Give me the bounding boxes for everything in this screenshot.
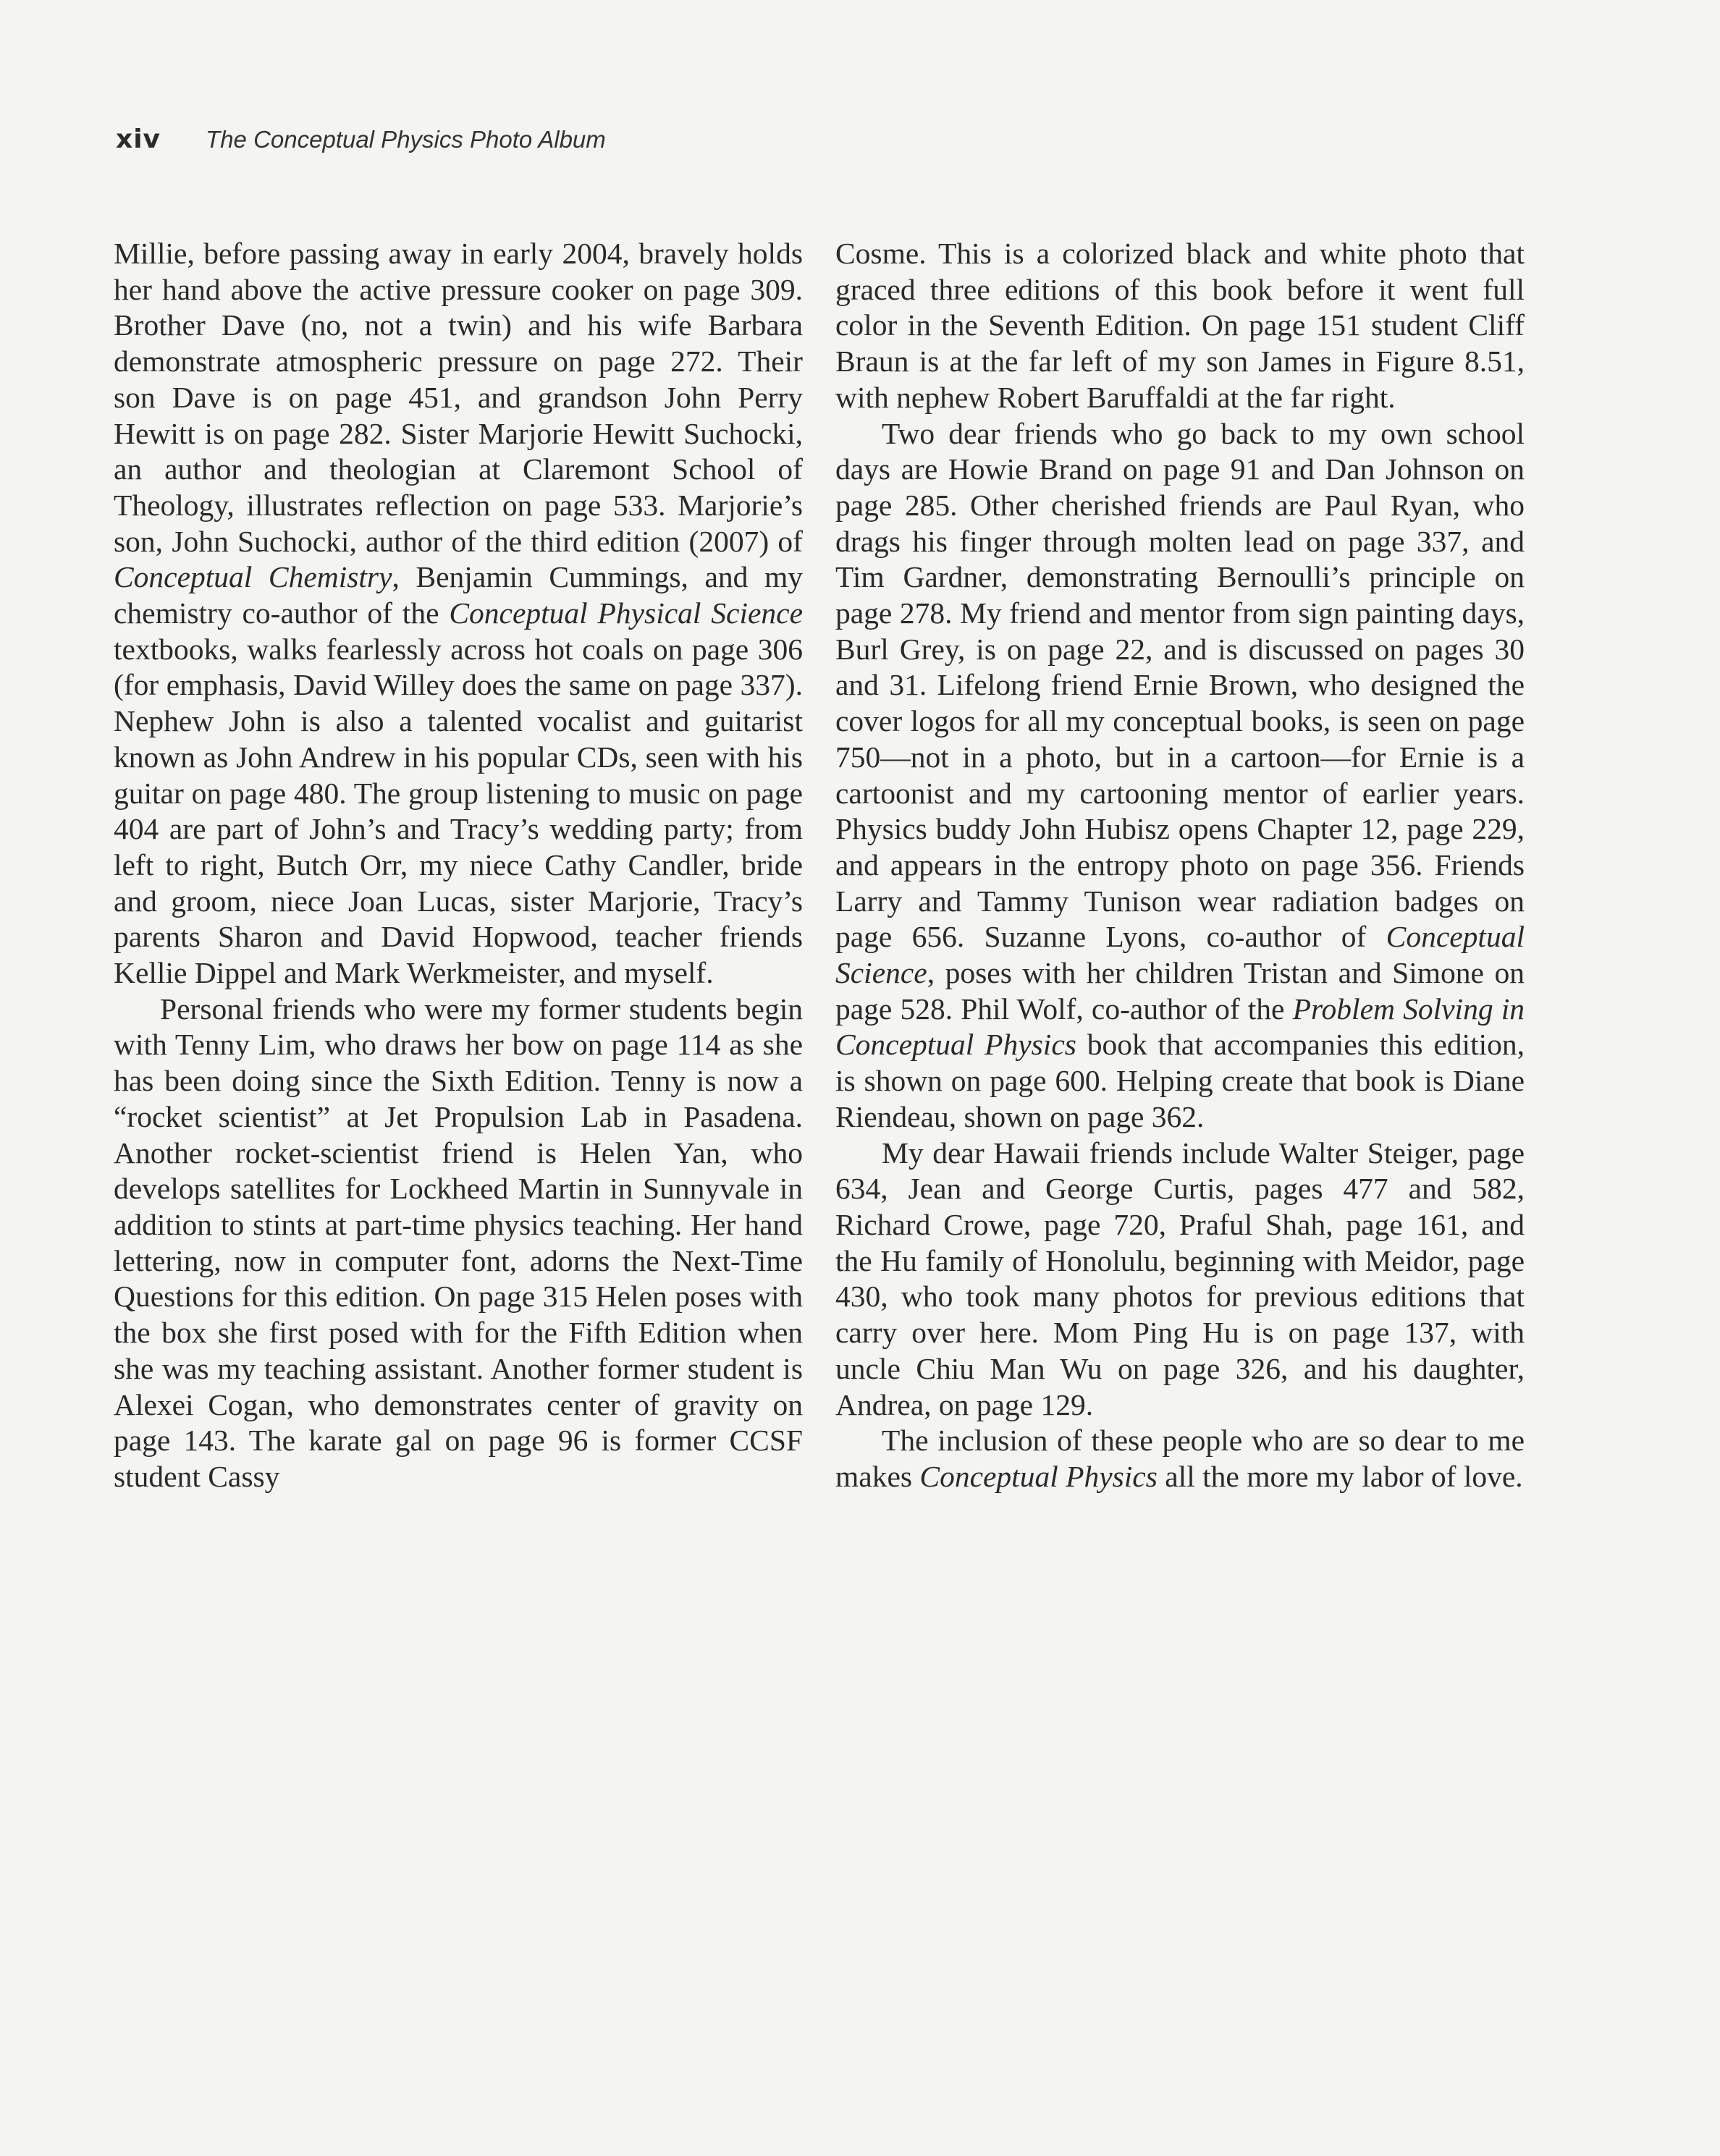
book-title-italic: Conceptual Physical Science: [449, 596, 803, 630]
right-column: [835, 236, 1525, 1495]
book-title-italic: Conceptual Chemistry: [114, 560, 392, 594]
running-head: [116, 124, 1520, 168]
paragraph: [835, 416, 1525, 1136]
paragraph: Personal friends who were my former students begin with Tenny Lim, who draws her bow on page 114 as she has been doing since the Sixth Edition. Tenny is now a “rocket scientist” at Jet Propulsion Lab in Pasadena. Another rocket-scientist friend is Helen Yan, who develops satellites for Lockheed Martin in Sunnyvale in addition to stints at part-time physics teaching. Her hand lettering, now in computer font, adorns the Next-Time Questions for this edition. On page 315 Helen poses with the box she first posed with for the Fifth Edition when she was my teaching assistant. Another former student is Alexei Cogan, who demonstrates center of gravity on page 143. The karate gal on page 96 is former CCSF student Cassy: [114, 992, 803, 1493]
paragraph: Cosme. This is a colorized black and white photo that graced three editions of this book before it went full color in the Seventh Edition. On page 151 student Cliff Braun is at the far left of my son James in Figure 8.51, with nephew Robert Baruffaldi at the far right.: [835, 237, 1525, 414]
paragraph-text: all the more my labor of love.: [1157, 1459, 1523, 1493]
paragraph-text: Two dear friends who go back to my own school days are Howie Brand on page 91 and Dan Johnson on page 285. Other cherished friends are Paul Ryan, who drags his finger through molten lead on page 337, and Tim Gardner, demonstrating Bernoulli’s principle on page 278. My friend and mentor from sign painting days, Burl Grey, is on page 22, and is discussed on pages 30 and 31. Lifelong friend Ernie Brown, who designed the cover logos for all my conceptual books, is seen on page 750—not in a photo, but in a cartoon—for Ernie is a cartoonist and my cartooning mentor of earlier years. Physics buddy John Hubisz opens Chapter 12, page 229, and appears in the entropy photo on page 356. Friends Larry and Tammy Tunison wear radiation badges on page 656. Suzanne Lyons, co-author of: [835, 416, 1525, 954]
page-number: xiv: [116, 124, 161, 154]
paragraph-text: , Benjamin Cummings, and my chemistry co-author of the: [114, 560, 803, 630]
running-title: The Conceptual Physics Photo Album: [206, 126, 606, 153]
paragraph-text: , poses with her children Tristan and Simone on page 528. Phil Wolf, co-author of the: [835, 956, 1525, 1026]
paragraph: My dear Hawaii friends include Walter Steiger, page 634, Jean and George Curtis, pages 477 and 582, Richard Crowe, page 720, Praful Shah, page 161, and the Hu family of Honolulu, beginning with Meidor, page 430, who took many photos for previous editions that carry over here. Mom Ping Hu is on page 137, with uncle Chiu Man Wu on page 326, and his daughter, Andrea, on page 129.: [835, 1136, 1525, 1421]
paragraph-text: Millie, before passing away in early 2004, bravely holds her hand above the active pressure cooker on page 309. Brother Dave (no, not a twin) and his wife Barbara demonstrate atmospheric pressure on page 272. Their son Dave is on page 451, and grandson John Perry Hewitt is on page 282. Sister Marjorie Hewitt Suchocki, an author and theologian at Claremont School of Theology, illustrates reflection on page 533. Marjorie’s son, John Suchocki, author of the third edition (2007) of: [114, 237, 803, 558]
paragraph: [835, 1423, 1525, 1495]
paragraph: [114, 236, 803, 992]
book-title-italic: Conceptual Science: [835, 920, 1525, 990]
paragraph-text: book that accompanies this edition, is shown on page 600. Helping create that book is Diane Riendeau, shown on page 362.: [835, 1028, 1525, 1133]
left-column: [114, 236, 803, 1495]
book-title-italic: Problem Solving in Conceptual Physics: [835, 992, 1525, 1062]
paragraph-text: textbooks, walks fearlessly across hot coals on page 306 (for emphasis, David Willey does the same on page 337). Nephew John is also a talented vocalist and guitarist known as John Andrew in his popular CDs, seen with his guitar on page 480. The group listening to music on page 404 are part of John’s and Tracy’s wedding party; from left to right, Butch Orr, my niece Cathy Candler, bride and groom, niece Joan Lucas, sister Marjorie, Tracy’s parents Sharon and David Hopwood, teacher friends Kellie Dippel and Mark Werkmeister, and myself.: [114, 632, 803, 990]
book-title-italic: Conceptual Physics: [919, 1459, 1158, 1493]
paragraph-text: The inclusion of these people who are so dear to me makes: [835, 1424, 1525, 1493]
